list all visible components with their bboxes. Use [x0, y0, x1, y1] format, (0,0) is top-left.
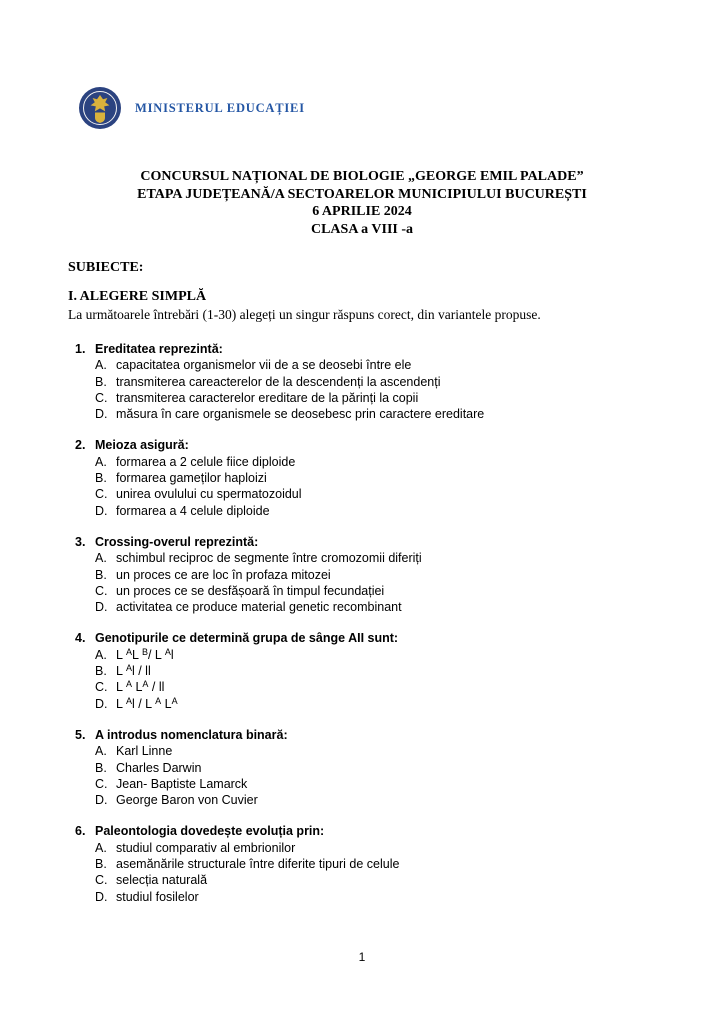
question-stem: Ereditatea reprezintă: [95, 342, 223, 356]
option-label: A. [95, 454, 107, 469]
question-number: 1. [75, 342, 86, 356]
question-stem: A introdus nomenclatura binară: [95, 727, 288, 742]
option-label: D. [95, 407, 108, 422]
option-text: un proces ce se desfășoară în timpul fecundației [116, 583, 385, 598]
exam-title-block [0, 168, 724, 238]
option-label: C. [95, 873, 108, 888]
option-text: transmiterea careacterelor de la descendenți la ascendenți [116, 374, 441, 389]
answer-option [68, 599, 656, 615]
ministry-name: MINISTERUL EDUCAȚIEI [135, 100, 305, 115]
answer-option [68, 486, 656, 502]
answer-option [68, 647, 656, 663]
option-label: D. [95, 696, 108, 711]
option-text: selecția naturală [116, 873, 208, 888]
question-4 [68, 630, 656, 711]
answer-option [68, 357, 656, 373]
option-text: schimbul reciproc de segmente între cromozomii diferiți [116, 551, 422, 566]
question-stem-row [68, 534, 656, 550]
option-label: C. [95, 487, 108, 502]
option-label: C. [95, 390, 108, 405]
question-stem-row [68, 341, 656, 357]
option-label: B. [95, 567, 107, 582]
answer-option [68, 743, 656, 759]
question-stem: Meioza asigură: [95, 438, 189, 453]
question-number: 6. [75, 824, 86, 839]
option-text: Jean- Baptiste Lamarck [116, 776, 248, 791]
option-text: formarea gameților haploizi [116, 471, 267, 486]
answer-option [68, 760, 656, 776]
answer-option [68, 856, 656, 872]
option-label: B. [95, 857, 107, 872]
answer-option [68, 550, 656, 566]
answer-option [68, 840, 656, 856]
question-stem: Paleontologia dovedește evoluția prin: [95, 824, 325, 839]
exam-title-line1: CONCURSUL NAȚIONAL DE BIOLOGIE „GEORGE EMIL PALADE” [140, 169, 584, 184]
option-text: Charles Darwin [116, 760, 202, 775]
answer-option [68, 406, 656, 422]
exam-class: CLASA a VIII -a [310, 221, 414, 237]
option-text-genotype: L $^A$l / L $^A$ $L^A$ [116, 695, 178, 711]
option-label: A. [95, 744, 107, 759]
answer-option [68, 776, 656, 792]
option-text: formarea a 2 celule fiice diploide [116, 454, 296, 469]
question-number: 5. [75, 727, 86, 742]
ministry-header [78, 0, 724, 130]
option-label: A. [95, 840, 107, 855]
option-label: D. [95, 793, 108, 808]
question-stem: Crossing-overul reprezintă: [95, 534, 259, 549]
answer-option [68, 663, 656, 679]
subjects-heading: SUBIECTE: [68, 260, 144, 275]
part-one-instructions: La următoarele întrebări (1-30) alegeți un singur răspuns corect, din variantele propuse. [68, 307, 541, 322]
option-label: C. [95, 776, 108, 791]
document-content [0, 260, 724, 905]
option-text: unirea ovulului cu spermatozoidul [116, 487, 302, 502]
answer-option [68, 696, 656, 712]
question-6 [68, 823, 656, 904]
option-label: C. [95, 680, 108, 695]
option-label: A. [95, 647, 107, 662]
option-text: Karl Linne [116, 744, 173, 759]
option-text: un proces ce are loc în profaza mitozei [116, 567, 331, 582]
option-text: George Baron von Cuvier [116, 793, 258, 808]
option-text: studiul fosilelor [116, 889, 199, 904]
question-number: 3. [75, 534, 86, 549]
part-one-heading: I. ALEGERE SIMPLĂ [68, 289, 207, 304]
question-stem-row [68, 727, 656, 743]
page-number: 1 [358, 950, 366, 964]
answer-option [68, 454, 656, 470]
romania-coat-of-arms-icon [78, 86, 122, 130]
answer-option [68, 872, 656, 888]
question-2 [68, 437, 656, 518]
option-label: B. [95, 374, 107, 389]
questions-list [68, 341, 656, 905]
option-label: B. [95, 664, 107, 679]
option-text: capacitatea organismelor vii de a se deosebi între ele [116, 358, 412, 373]
question-number: 4. [75, 631, 86, 646]
option-label: D. [95, 889, 108, 904]
answer-option [68, 583, 656, 599]
answer-option [68, 390, 656, 406]
option-text: formarea a 4 celule diploide [116, 503, 270, 518]
question-stem: Genotipurile ce determină grupa de sânge AII sunt: [95, 631, 399, 646]
question-5 [68, 727, 656, 808]
option-label: A. [95, 358, 107, 373]
option-label: B. [95, 471, 107, 486]
answer-option [68, 567, 656, 583]
option-text-genotype: L $^A$L $^B$/ L $^A$l [116, 646, 174, 662]
question-stem-row [68, 823, 656, 839]
option-label: B. [95, 760, 107, 775]
question-3 [68, 534, 656, 615]
option-text: măsura în care organismele se deosebesc prin caractere ereditare [116, 407, 485, 422]
exam-date: 6 APRILIE 2024 [312, 204, 412, 219]
answer-option [68, 503, 656, 519]
question-1 [68, 341, 656, 422]
option-label: A. [95, 551, 107, 566]
answer-option [68, 374, 656, 390]
option-text: transmiterea caracterelor ereditare de la părinți la copii [116, 390, 419, 405]
question-number: 2. [75, 438, 86, 453]
answer-option [68, 470, 656, 486]
question-stem-row [68, 437, 656, 453]
answer-option [68, 889, 656, 905]
option-text-genotype: L $^A$l / ll [116, 663, 151, 679]
answer-option [68, 792, 656, 808]
question-stem-row [68, 630, 656, 646]
option-text: studiul comparativ al embrionilor [116, 840, 296, 855]
option-label: D. [95, 600, 108, 615]
option-text-genotype: L $^A$ $L^A$ / ll [116, 679, 165, 695]
exam-title-line2: ETAPA JUDEȚEANĂ/A SECTOARELOR MUNICIPIULUI BUCUREȘTI [137, 186, 587, 202]
answer-option [68, 679, 656, 695]
option-text: asemănările structurale între diferite tipuri de celule [116, 857, 400, 872]
option-label: C. [95, 583, 108, 598]
option-label: D. [95, 503, 108, 518]
option-text: activitatea ce produce material genetic recombinant [116, 600, 402, 615]
